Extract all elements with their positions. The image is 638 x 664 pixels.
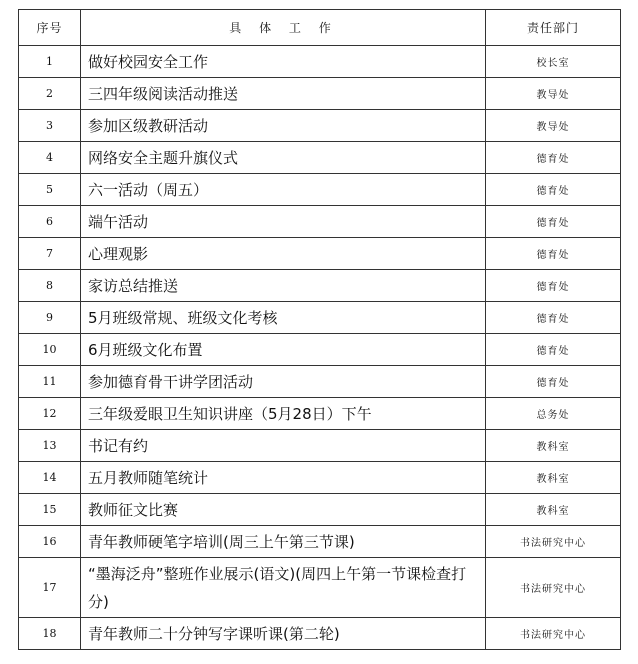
table-row — [19, 618, 621, 650]
table-row — [19, 462, 621, 494]
table-row — [19, 558, 621, 618]
row-task: 端午活动 — [81, 206, 486, 238]
table-row — [19, 494, 621, 526]
row-department: 教导处 — [486, 78, 621, 110]
row-task: 青年教师二十分钟写字课听课(第二轮) — [81, 618, 486, 650]
row-task: 5月班级常规、班级文化考核 — [81, 302, 486, 334]
row-number: 6 — [19, 206, 81, 238]
row-task: 参加德育骨干讲学团活动 — [81, 366, 486, 398]
header-department: 责任部门 — [486, 10, 621, 46]
row-task: 做好校园安全工作 — [81, 46, 486, 78]
row-department: 教科室 — [486, 430, 621, 462]
row-task: 六一活动（周五） — [81, 174, 486, 206]
row-number: 8 — [19, 270, 81, 302]
row-number: 11 — [19, 366, 81, 398]
table-row — [19, 174, 621, 206]
row-number: 18 — [19, 618, 81, 650]
row-department: 总务处 — [486, 398, 621, 430]
row-department: 书法研究中心 — [486, 526, 621, 558]
row-number: 15 — [19, 494, 81, 526]
row-department: 德育处 — [486, 270, 621, 302]
row-number: 2 — [19, 78, 81, 110]
row-department: 德育处 — [486, 206, 621, 238]
row-department: 教科室 — [486, 494, 621, 526]
row-department: 教科室 — [486, 462, 621, 494]
row-number: 7 — [19, 238, 81, 270]
row-number: 16 — [19, 526, 81, 558]
row-department: 校长室 — [486, 46, 621, 78]
row-number: 10 — [19, 334, 81, 366]
row-task: 参加区级教研活动 — [81, 110, 486, 142]
row-department: 书法研究中心 — [486, 558, 621, 618]
row-task: 三年级爱眼卫生知识讲座（5月28日）下午 — [81, 398, 486, 430]
table-row — [19, 110, 621, 142]
row-task: 五月教师随笔统计 — [81, 462, 486, 494]
table-header-row — [19, 10, 621, 46]
row-department: 德育处 — [486, 174, 621, 206]
row-number: 5 — [19, 174, 81, 206]
row-department: 德育处 — [486, 142, 621, 174]
row-number: 14 — [19, 462, 81, 494]
row-number: 3 — [19, 110, 81, 142]
table-row — [19, 526, 621, 558]
table-row — [19, 302, 621, 334]
row-task: 书记有约 — [81, 430, 486, 462]
row-task: 网络安全主题升旗仪式 — [81, 142, 486, 174]
row-task: 家访总结推送 — [81, 270, 486, 302]
row-number: 4 — [19, 142, 81, 174]
row-department: 书法研究中心 — [486, 618, 621, 650]
work-schedule-table — [18, 9, 621, 650]
row-task: 教师征文比赛 — [81, 494, 486, 526]
table-row — [19, 46, 621, 78]
row-number: 13 — [19, 430, 81, 462]
row-number: 17 — [19, 558, 81, 618]
row-task: 青年教师硬笔字培训(周三上午第三节课) — [81, 526, 486, 558]
table-row — [19, 366, 621, 398]
table-row — [19, 238, 621, 270]
header-number: 序号 — [19, 10, 81, 46]
table-row — [19, 398, 621, 430]
row-task: 心理观影 — [81, 238, 486, 270]
table-row — [19, 430, 621, 462]
row-number: 12 — [19, 398, 81, 430]
row-department: 德育处 — [486, 366, 621, 398]
row-department: 德育处 — [486, 334, 621, 366]
table-row — [19, 270, 621, 302]
row-task: “墨海泛舟”整班作业展示(语文)(周四上午第一节课检查打分) — [81, 558, 486, 618]
row-number: 1 — [19, 46, 81, 78]
table-row — [19, 206, 621, 238]
table-row — [19, 78, 621, 110]
row-department: 德育处 — [486, 238, 621, 270]
table-row — [19, 142, 621, 174]
row-task: 6月班级文化布置 — [81, 334, 486, 366]
row-task: 三四年级阅读活动推送 — [81, 78, 486, 110]
row-department: 德育处 — [486, 302, 621, 334]
row-number: 9 — [19, 302, 81, 334]
header-task: 具 体 工 作 — [81, 10, 486, 46]
row-department: 教导处 — [486, 110, 621, 142]
table-row — [19, 334, 621, 366]
